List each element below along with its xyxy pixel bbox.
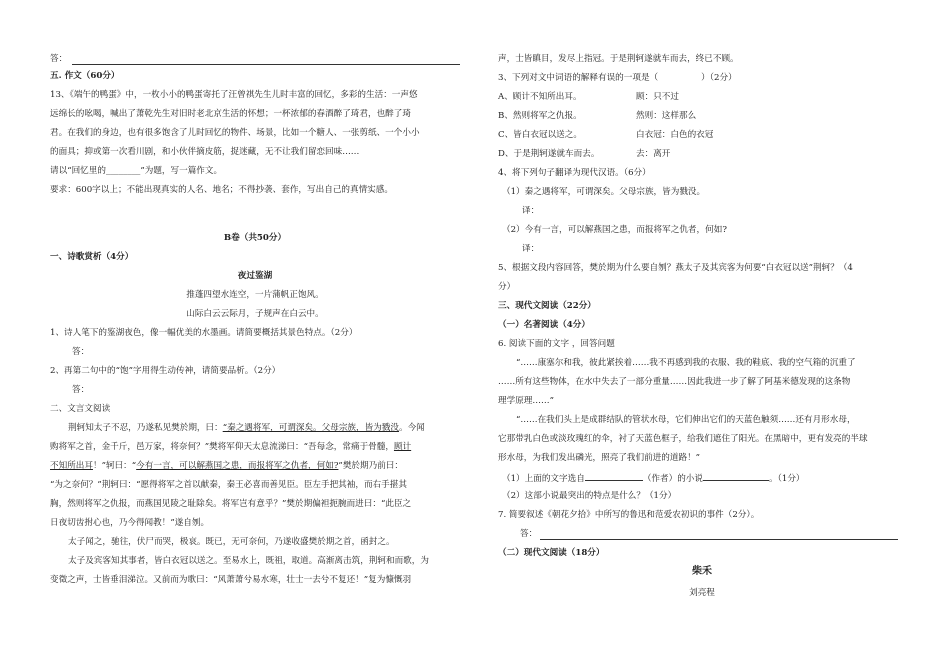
section-5-title: 五. 作文（60分）	[50, 71, 120, 81]
section-1-title: 一、诗歌赏析（4分）	[50, 252, 134, 262]
translate-label: 译：	[522, 244, 540, 254]
essay-author: 刘亮程	[689, 588, 715, 598]
question-7: 7. 简要叙述《朝花夕拾》中所写的鲁迅和范爱农初识的事件（2分）。	[498, 510, 760, 520]
subsection-2-title: （二）现代文阅读（18分）	[498, 548, 605, 558]
question-5-line-1: 5、根据文段内容回答，樊於期为什么要自刎？燕太子及其宾客为何要“白衣冠以送”荆轲？（4	[498, 263, 853, 273]
option-b: B、然则将军之仇报。	[498, 111, 582, 121]
question-4-1: （1）秦之遇将军，可谓深矣。父母宗族，皆为戮没。	[502, 187, 706, 197]
classical-para-1-line-3: 不知所出耳！”轲曰：“今有一言，可以解燕国之患，而报将军之仇者，何如?”樊於期乃前曰：	[50, 461, 403, 471]
classical-continuation: 声，士皆瞋目，发尽上指冠。于是荆轲遂就车而去，终已不顾。	[498, 54, 739, 64]
classical-para-2: 太子闻之，驰往，伏尸而哭，极哀。既已，无可奈何，乃遂收盛樊於期之首，函封之。	[68, 537, 395, 547]
answer-label: 答：	[72, 385, 90, 395]
answer-line[interactable]	[540, 539, 898, 540]
poem-title: 夜过鉴湖	[237, 271, 273, 281]
poem-question-1: 1、诗人笔下的鉴湖夜色，像一幅优美的水墨画。请简要概括其景色特点。（2分）	[50, 328, 358, 338]
classical-para-1-line-6: 日夜切齿拊心也，乃今得闻教！”遂自刎。	[50, 518, 210, 528]
translate-label: 译：	[522, 206, 540, 216]
section-2-title: 二、文言文阅读	[50, 404, 111, 414]
answer-label: 答：	[520, 529, 538, 539]
question-4-2: （2）今有一言，可以解燕国之患，而报将军之仇者，何如?	[502, 225, 727, 235]
q13-line-5: 请以“回忆里的________”为题，写一篇作文。	[50, 166, 223, 176]
option-d-gloss: 去：离开	[636, 149, 671, 159]
option-b-gloss: 然则：这样那么	[636, 111, 697, 121]
question-5-line-2: 分）	[498, 282, 516, 292]
question-3: 3、下列对文中词语的解释有误的一项是（ ）（2分）	[498, 73, 737, 83]
classical-para-1-line-2: 购将军之首，金千斤，邑万家，将奈何？”樊将军仰天太息流涕曰：“吾每念，常痛于骨髓，顾计	[50, 442, 412, 452]
poem-question-2: 2、再第二句中的“饱”字用得生动传神，请简要品析。（2分）	[50, 366, 281, 376]
option-c-gloss: 白衣冠：白色的衣冠	[636, 130, 714, 140]
b-volume-title: B卷（共50分）	[223, 233, 287, 243]
q13-requirements: 要求：600字以上；不能出现真实的人名、地名；不得抄袭、套作，写出自己的真情实感。	[50, 185, 393, 195]
q13-line-3: 君。在我们的身边，也有很多饱含了儿时回忆的物件、场景，比如一个糖人、一张剪纸、一个小小	[50, 128, 420, 138]
quote-1-line-3: 理学原理……”	[498, 396, 554, 406]
q13-line-1: 13、《端午的鸭蛋》中，一枚小小的鸭蛋寄托了汪曾祺先生儿时丰富的回忆，多彩的生活：一声悠	[50, 90, 418, 100]
question-6-1: （1）上面的文字选自 （作者）的小说 。（1分）	[502, 471, 805, 485]
quote-1-line-2: ……所有这些物体，在水中失去了一部分重量……因此我进一步了解了阿基米德发现的这条物	[498, 377, 851, 387]
answer-label: 答：	[50, 54, 68, 64]
classical-para-1-line-5: 胸，然则将军之仇报，而燕国见陵之耻除矣。将军岂有意乎？”樊於期偏袒扼腕而进曰：“此臣之	[50, 499, 412, 509]
classical-para-3-line-2: 变徵之声，士皆垂泪涕泣。又前而为歌曰：“风萧萧兮易水寒，壮士一去兮不复还！”复为慷慨羽	[50, 575, 412, 585]
question-4: 4、将下列句子翻译为现代汉语。（6分）	[498, 168, 651, 178]
q13-line-2: 远绵长的吆喝，喊出了萧乾先生对旧时老北京生活的怀想；一杯浓郁的春酒醉了琦君，也醉了琦	[50, 109, 411, 119]
quote-2-line-1: “……在我们头上是成群结队的管状水母，它们伸出它们的天蓝色触须……还有月形水母，	[516, 415, 856, 425]
question-6-2: （2）这部小说最突出的特点是什么？（1分）	[502, 491, 677, 501]
answer-label: 答：	[72, 347, 90, 357]
section-3-title: 三、现代文阅读（22分）	[498, 301, 596, 311]
classical-para-1-line-1: 荆轲知太子不忍，乃遂私见樊於期，曰：“秦之遇将军，可谓深矣。父母宗族，皆为戮没。今闻	[68, 423, 425, 433]
classical-para-3-line-1: 太子及宾客知其事者，皆白衣冠以送之。至易水上，既祖，取道。高渐离击筑，荆轲和而歌，为	[68, 556, 429, 566]
quote-1-line-1: “……康塞尔和我，彼此紧挨着……我不再感到我的衣服、我的鞋底、我的空气箱的沉重了	[516, 358, 856, 368]
option-a-gloss: 顾：只不过	[636, 92, 679, 102]
option-a: A、顾计不知所出耳。	[498, 92, 582, 102]
classical-para-1-line-4: “为之奈何？”荆轲曰：“愿得将军之首以献秦，秦王必喜而善见臣。臣左手把其袖，而右手揕其	[50, 480, 407, 490]
poem-line-1: 推蓬四望水连空，一片蒲帆正饱风。	[186, 290, 324, 300]
quote-2-line-2: 它那带乳白色或淡玫瑰红的伞，衬了天蓝色框子，给我们遮住了阳光。在黑暗中，更有发亮的半球	[498, 434, 868, 444]
author-blank[interactable]	[585, 471, 643, 481]
option-d: D、于是荆轲遂就车而去。	[498, 149, 600, 159]
novel-blank[interactable]	[703, 471, 769, 481]
answer-line[interactable]	[72, 64, 460, 65]
quote-2-line-3: 形水母，为我们发出磷光，照亮了我们前进的道路！”	[498, 453, 701, 463]
subsection-1-title: （一）名著阅读（4分）	[498, 320, 590, 330]
q13-line-4: 的面具；抑或第一次看川剧，和小伙伴摘皮筋，捉迷藏，无不让我们留恋回味……	[50, 147, 360, 157]
option-c: C、皆白衣冠以送之。	[498, 130, 582, 140]
question-6: 6. 阅读下面的文字 ，回答问题	[498, 339, 615, 349]
poem-line-2: 山际白云云际月，子规声在白云中。	[186, 309, 324, 319]
essay-title: 柴禾	[692, 566, 712, 577]
